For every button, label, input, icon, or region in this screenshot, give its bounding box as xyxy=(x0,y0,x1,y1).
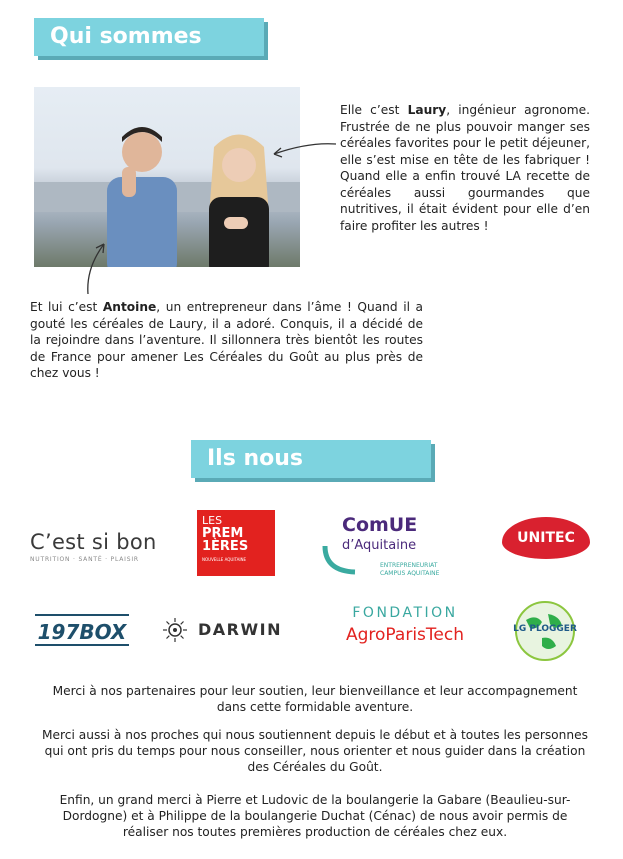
arrow-to-antoine xyxy=(80,238,110,296)
founders-photo xyxy=(34,87,300,267)
antoine-description: Et lui c’est Antoine, un entrepreneur dans l’âme ! Quand il a gouté les céréales de Laury, il a adoré. Conquis, il a décidé de la rejoindre dans l’aventure. Il sillonnera très bientôt les routes de France pour amener Les Céréales du Goût au plus près de chez vous ! xyxy=(30,300,423,380)
logo-les-premieres: LES PREM 1ÈRES NOUVELLE AQUITAINE xyxy=(197,510,275,576)
logo-cest-si-bon: C’est si bon NUTRITION · SANTÉ · PLAISIR xyxy=(30,530,157,563)
darwin-sun-icon xyxy=(162,617,188,643)
arrow-to-laury xyxy=(268,138,338,163)
logo-unitec: UNITEC xyxy=(502,517,590,559)
thanks-partners: Merci à nos partenaires pour leur soutien, leur bienveillance et leur accompagnement dans cette formidable aventure. xyxy=(52,684,578,714)
logo-197box: 197BOX xyxy=(35,614,129,646)
logo-darwin: DARWIN xyxy=(162,617,292,643)
thanks-relatives: Merci aussi à nos proches qui nous soutiennent depuis le début et à toutes les personnes qui ont pris du temps pour nous conseiller, nous orienter et nous guider dans la création des Céréales du Goût. xyxy=(42,728,588,774)
section-title-supporters: Ils nous soutiennent xyxy=(191,440,431,478)
laury-description: Elle c’est Laury, ingénieur agronome. Frustrée de ne plus pouvoir manger ses céréales favorites pour le petit déjeuner, elle s’est mise en tête de les fabriquer ! Quand elle a enfin trouvé LA recette de céréales aussi gourmandes que nutritives, il était évident pour elle d’en faire profiter les autres ! xyxy=(340,103,590,233)
thanks-bakeries: Enfin, un grand merci à Pierre et Ludovic de la boulangerie la Gabare (Beaulieu-sur-Dordogne) et à Philippe de la boulangerie Duchat (Cénac) de nous avoir permis de réaliser nos toutes premières production de céréales chez eux. xyxy=(59,793,571,839)
logo-fondation-agroparistech: FONDATION AgroParisTech xyxy=(346,605,464,645)
section-title-who: Qui sommes nous ? xyxy=(34,18,264,56)
logo-comue-aquitaine: ComUE d’Aquitaine ENTREPRENEURIAT CAMPUS AQUITAINE xyxy=(320,514,440,584)
logo-lg-plogger: LG PLOGGER xyxy=(512,600,578,662)
